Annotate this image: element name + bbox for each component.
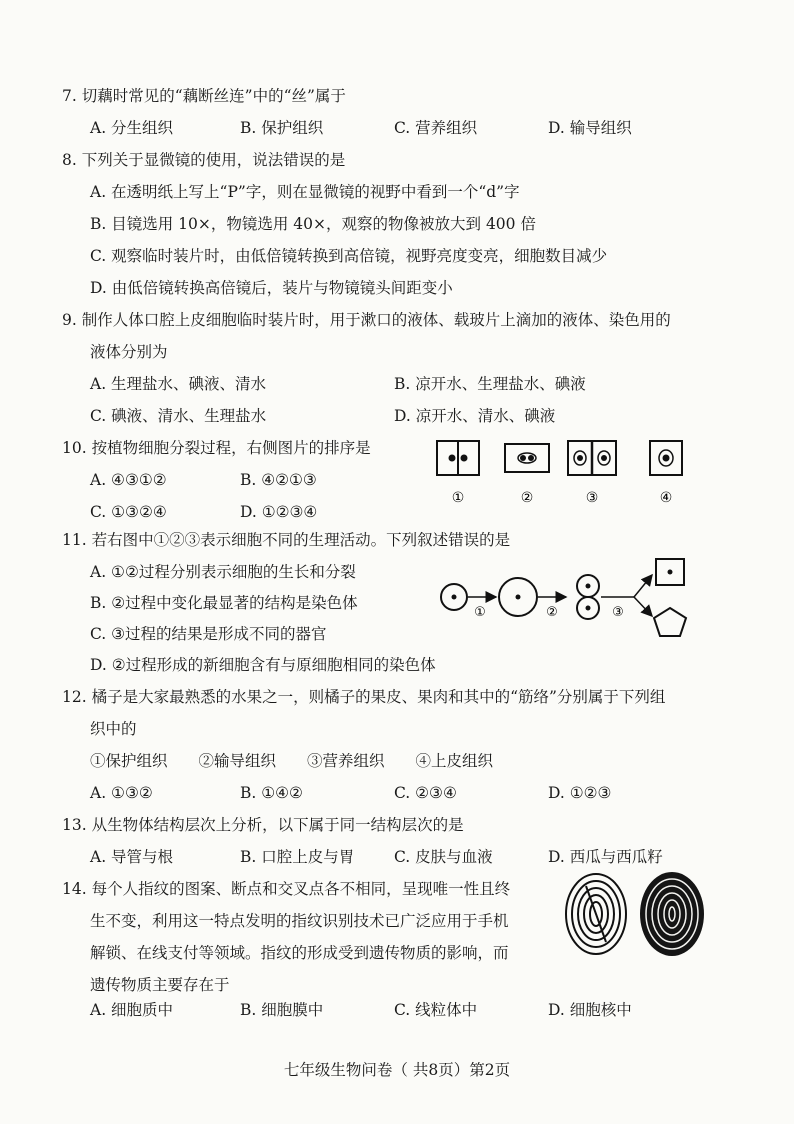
fig10-label-2: ② [520, 490, 534, 506]
q9-option-a: A. 生理盐水、碘液、清水 [90, 375, 267, 393]
q8-stem: 8. 下列关于显微镜的使用，说法错误的是 [62, 151, 346, 169]
q7-option-b: B. 保护组织 [240, 119, 324, 137]
q14-stem-line4: 遗传物质主要存在于 [90, 976, 230, 994]
fingerprint-images [556, 866, 716, 966]
q12-option-a: A. ①③② [90, 784, 153, 802]
q12-tissue-list: ①保护组织 ②输导组织 ③营养组织 ④上皮组织 [90, 752, 494, 770]
q7-option-c: C. 营养组织 [394, 119, 478, 137]
q13-option-c: C. 皮肤与血液 [394, 848, 493, 866]
cell-division-figure [430, 436, 690, 512]
division-stage-1-cell [437, 441, 479, 475]
q9-option-d: D. 凉开水、清水、碘液 [394, 407, 556, 425]
q10-option-d: D. ①②③④ [240, 503, 318, 521]
q10-option-a: A. ④③①② [90, 471, 167, 489]
q12-stem-line1: 12. 橘子是大家最熟悉的水果之一，则橘子的果皮、果肉和其中的“筋络”分别属于下列组 [62, 688, 666, 706]
q14-option-d: D. 细胞核中 [548, 1001, 632, 1019]
fig11-label-2: ② [546, 605, 558, 620]
q11-option-b: B. ②过程中变化最显著的结构是染色体 [90, 594, 358, 612]
fig10-label-1: ① [451, 490, 465, 506]
q8-option-b: B. 目镜选用 10×，物镜选用 40×，观察的物像被放大到 400 倍 [90, 215, 536, 233]
q12-stem-line2: 织中的 [90, 720, 137, 738]
division-stage-2-cell [505, 444, 549, 472]
q8-option-c: C. 观察临时装片时，由低倍镜转换到高倍镜，视野亮度变亮，细胞数目减少 [90, 247, 608, 265]
q11-option-c: C. ③过程的结果是形成不同的器官 [90, 625, 327, 643]
q14-stem-line1: 14. 每个人指纹的图案、断点和交叉点各不相同，呈现唯一性且终 [62, 880, 511, 898]
q9-stem-line1: 9. 制作人体口腔上皮细胞临时装片时，用于漱口的液体、载玻片上滴加的液体、染色用的 [62, 311, 671, 329]
q8-option-d: D. 由低倍镜转换高倍镜后，装片与物镜镜头间距变小 [90, 279, 453, 297]
fig10-label-4: ④ [659, 490, 673, 506]
q14-stem-line2: 生不变，利用这一特点发明的指纹识别技术已广泛应用于手机 [90, 912, 509, 930]
fig11-label-3: ③ [612, 605, 624, 620]
q7-option-a: A. 分生组织 [90, 119, 174, 137]
q12-option-b: B. ①④② [240, 784, 303, 802]
division-stage-4-cell [650, 441, 682, 475]
q13-option-d: D. 西瓜与西瓜籽 [548, 848, 663, 866]
q13-option-a: A. 导管与根 [90, 848, 174, 866]
q14-option-a: A. 细胞质中 [90, 1001, 174, 1019]
fingerprint-icon-1 [566, 874, 626, 954]
q11-option-d: D. ②过程形成的新细胞含有与原细胞相同的染色体 [90, 656, 436, 674]
cell-activity-figure [438, 550, 698, 650]
page-footer: 七年级生物问卷（ 共8页）第2页 [283, 1061, 511, 1079]
q14-stem-line3: 解锁、在线支付等领域。指纹的形成受到遗传物质的影响，而 [90, 944, 509, 962]
fingerprint-icon-2 [640, 872, 704, 956]
q12-option-d: D. ①②③ [548, 784, 612, 802]
q8-option-a: A. 在透明纸上写上“P”字，则在显微镜的视野中看到一个“d”字 [90, 183, 520, 201]
q7-option-d: D. 输导组织 [548, 119, 632, 137]
q13-stem: 13. 从生物体结构层次上分析，以下属于同一结构层次的是 [62, 816, 464, 834]
division-stage-3-cell [568, 441, 616, 475]
q9-option-b: B. 凉开水、生理盐水、碘液 [394, 375, 586, 393]
q13-option-b: B. 口腔上皮与胃 [240, 848, 355, 866]
q11-stem: 11. 若右图中①②③表示细胞不同的生理活动。下列叙述错误的是 [62, 531, 511, 549]
q7-stem: 7. 切藕时常见的“藕断丝连”中的“丝”属于 [62, 87, 346, 105]
q9-stem-line2: 液体分别为 [90, 343, 168, 361]
q10-option-c: C. ①③②④ [90, 503, 167, 521]
q11-option-a: A. ①②过程分别表示细胞的生长和分裂 [90, 563, 356, 581]
q14-option-c: C. 线粒体中 [394, 1001, 478, 1019]
q9-option-c: C. 碘液、清水、生理盐水 [90, 407, 267, 425]
fig10-label-3: ③ [585, 490, 599, 506]
q10-stem: 10. 按植物细胞分裂过程，右侧图片的排序是 [62, 439, 371, 457]
q10-option-b: B. ④②①③ [240, 471, 317, 489]
fig11-label-1: ① [474, 605, 486, 620]
q14-option-b: B. 细胞膜中 [240, 1001, 324, 1019]
q12-option-c: C. ②③④ [394, 784, 457, 802]
